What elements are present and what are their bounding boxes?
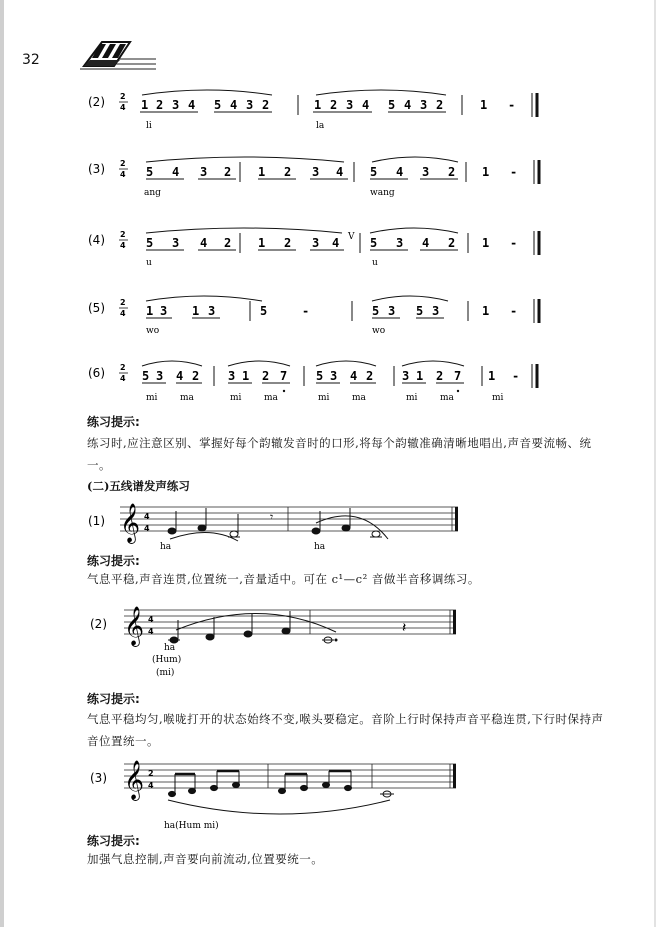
note: 2 (284, 236, 292, 250)
note: 3 (330, 369, 338, 383)
time-sig-top: 2 (120, 92, 126, 101)
time-sig-bottom: 4 (120, 309, 126, 318)
note: - (510, 236, 518, 250)
staff-exercise-1 (0, 495, 656, 555)
note: 5 (142, 369, 150, 383)
note: 5 (388, 98, 396, 112)
note: 3 (246, 98, 254, 112)
staff-exercise-3 (0, 752, 656, 832)
time-sig-bottom: 4 (120, 170, 126, 179)
time-sig-top: 2 (120, 159, 126, 168)
note: 5 (372, 304, 380, 318)
exercise-label: (5) (88, 301, 105, 315)
note: 2 (262, 369, 270, 383)
syllable: wo (372, 326, 386, 336)
slur (316, 361, 376, 366)
tip-text-4: 加强气息控制,声音要向前流动,位置要统一。 (87, 852, 324, 866)
note: 4 (422, 236, 430, 250)
note: 2 (448, 165, 456, 179)
note: 4 (176, 369, 184, 383)
note: 1 (146, 304, 154, 318)
note: 2 (284, 165, 292, 179)
syllable: mi (146, 393, 158, 403)
note: 5 (416, 304, 424, 318)
staff-label-1: (1) (88, 514, 105, 528)
note: 2 (262, 98, 270, 112)
note: 3 (172, 236, 180, 250)
note: 2 (192, 369, 200, 383)
syllable: wang (370, 188, 395, 198)
note: 4 (396, 165, 404, 179)
note: 3 (208, 304, 216, 318)
note: 1 (480, 98, 488, 112)
note: 4 (350, 369, 358, 383)
note: 1 (488, 369, 496, 383)
time-sig-bottom: 4 (148, 627, 154, 636)
note: 1 (242, 369, 250, 383)
octave-dot (283, 390, 285, 392)
note: 3 (156, 369, 164, 383)
time-sig-bottom: 4 (148, 781, 154, 790)
note: 5 (260, 304, 268, 318)
note: 7 (454, 369, 462, 383)
slur (146, 296, 262, 301)
slur (372, 157, 458, 162)
staff-label-3: (3) (90, 771, 107, 785)
syllable: u (146, 258, 152, 268)
note: 3 (160, 304, 168, 318)
staff-lyric: ha (164, 643, 176, 653)
note: 1 (141, 98, 149, 112)
syllable: mi (492, 393, 504, 403)
tip-title-1: 练习提示: (87, 415, 140, 429)
tip-text-2: 气息平稳,声音连贯,位置统一,音量适中。可在 c¹—c² 音做半音移调练习。 (87, 572, 480, 586)
tip-title-2: 练习提示: (87, 554, 140, 568)
note: - (510, 165, 518, 179)
syllable: la (316, 121, 325, 131)
note: 4 (200, 236, 208, 250)
syllable: mi (230, 393, 242, 403)
staff-lyric: ha (160, 542, 172, 552)
note: - (512, 369, 520, 383)
time-sig-top: 2 (120, 363, 126, 372)
page-number: 32 (22, 52, 40, 68)
treble-clef-icon: 𝄞 (124, 606, 145, 646)
slur (146, 157, 344, 162)
syllable: ma (264, 393, 278, 403)
note: 3 (432, 304, 440, 318)
slur (372, 296, 448, 301)
syllable: wo (146, 326, 160, 336)
tip-text-1: 练习时,应注意区别、掌握好每个韵辙发音时的口形,将每个韵辙准确清晰地唱出,声音要流畅、统一。 (87, 436, 592, 472)
syllable: u (372, 258, 378, 268)
note: 7 (280, 369, 288, 383)
time-sig-top: 2 (148, 769, 154, 778)
note: - (510, 304, 518, 318)
slur (228, 361, 290, 366)
slur (370, 228, 458, 233)
note: 4 (172, 165, 180, 179)
note: 1 (258, 165, 266, 179)
note: 3 (420, 98, 428, 112)
staff-exercise-2 (0, 598, 656, 678)
note: 5 (316, 369, 324, 383)
note: 2 (436, 369, 444, 383)
note: 1 (314, 98, 322, 112)
note: 2 (366, 369, 374, 383)
note: 3 (346, 98, 354, 112)
note: 2 (224, 165, 232, 179)
note: 3 (388, 304, 396, 318)
slur (142, 361, 202, 366)
syllable: ma (440, 393, 454, 403)
exercise-label: (4) (88, 233, 105, 247)
note: 3 (228, 369, 236, 383)
tip-text-3: 气息平稳均匀,喉咙打开的状态始终不变,喉头要稳定。音阶上行时保持声音平稳连贯,下行时保持声音位置统一。 (87, 712, 604, 748)
note: 4 (362, 98, 370, 112)
note: 5 (370, 165, 378, 179)
jianpu-score (0, 0, 656, 420)
note: 1 (482, 165, 490, 179)
note: 1 (482, 236, 490, 250)
slur (146, 228, 342, 233)
breath-mark: V (348, 232, 355, 242)
slur (142, 90, 272, 95)
treble-clef-icon: 𝄞 (120, 503, 141, 543)
treble-clef-icon: 𝄞 (124, 760, 145, 800)
staff-label-2: (2) (90, 617, 107, 631)
note: 2 (448, 236, 456, 250)
time-sig-bottom: 4 (144, 524, 150, 533)
note: 4 (336, 165, 344, 179)
note: - (508, 98, 516, 112)
note: 3 (312, 236, 320, 250)
time-sig-top: 4 (144, 512, 150, 521)
staff-lyric: (mi) (156, 668, 175, 678)
note: 5 (214, 98, 222, 112)
note: 3 (312, 165, 320, 179)
eighth-rest-icon: 𝄾 (270, 510, 274, 524)
syllable: mi (406, 393, 418, 403)
section-title: (二)五线谱发声练习 (87, 479, 190, 493)
syllable: ma (180, 393, 194, 403)
staff-lyric: ha(Hum mi) (164, 821, 219, 831)
tip-title-4: 练习提示: (87, 834, 140, 848)
note: 2 (330, 98, 338, 112)
syllable: li (146, 121, 152, 131)
exercise-label: (6) (88, 366, 105, 380)
note: 1 (416, 369, 424, 383)
note: 2 (156, 98, 164, 112)
exercise-label: (2) (88, 95, 105, 109)
exercise-label: (3) (88, 162, 105, 176)
time-sig-bottom: 4 (120, 241, 126, 250)
note: 2 (436, 98, 444, 112)
note: 3 (172, 98, 180, 112)
note: 4 (332, 236, 340, 250)
syllable: ang (144, 188, 161, 198)
note: 1 (258, 236, 266, 250)
note: 3 (200, 165, 208, 179)
note: 2 (224, 236, 232, 250)
syllable: mi (318, 393, 330, 403)
time-sig-top: 4 (148, 615, 154, 624)
slur (402, 361, 464, 366)
quarter-rest-icon: 𝄽 (402, 620, 407, 636)
note: 1 (482, 304, 490, 318)
staff-lyric: (Hum) (152, 655, 182, 665)
time-sig-bottom: 4 (120, 103, 126, 112)
note: 3 (402, 369, 410, 383)
note: 1 (192, 304, 200, 318)
note: - (302, 304, 310, 318)
note: 4 (404, 98, 412, 112)
note: 4 (230, 98, 238, 112)
time-sig-top: 2 (120, 230, 126, 239)
syllable: ma (352, 393, 366, 403)
note: 5 (146, 236, 154, 250)
octave-dot (457, 390, 459, 392)
staff-lyric: ha (314, 542, 326, 552)
note: 5 (146, 165, 154, 179)
note: 3 (422, 165, 430, 179)
slur (316, 90, 446, 95)
note: 5 (370, 236, 378, 250)
note: 4 (188, 98, 196, 112)
time-sig-top: 2 (120, 298, 126, 307)
note: 3 (396, 236, 404, 250)
time-sig-bottom: 4 (120, 374, 126, 383)
tip-title-3: 练习提示: (87, 692, 140, 706)
